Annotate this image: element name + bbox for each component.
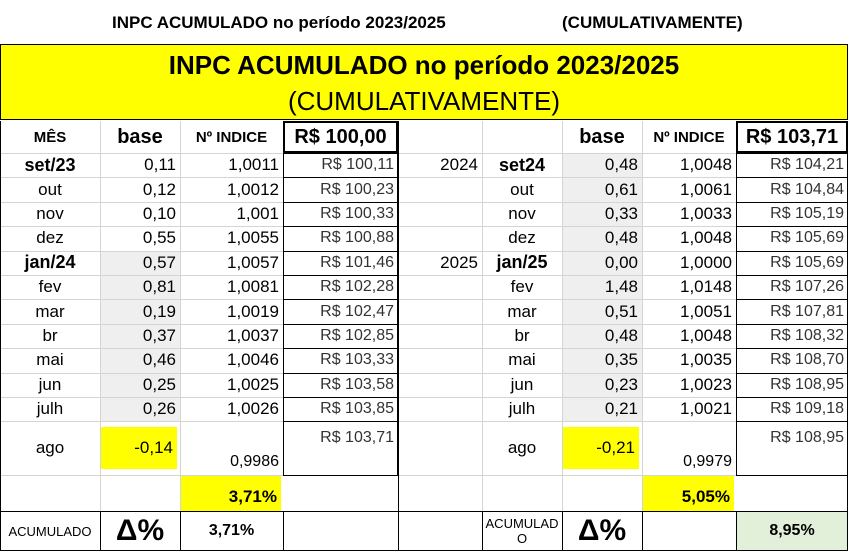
border-valor-row	[736, 397, 848, 398]
right-row-valor: R$ 105,19	[770, 204, 844, 222]
grid-hline	[0, 251, 848, 252]
right-row-base: 0,48	[604, 155, 638, 175]
right-header-mes	[482, 121, 562, 153]
grid-hline	[0, 177, 848, 178]
left-row-indice: 1,0025	[227, 374, 279, 394]
border-valor-row	[283, 475, 398, 476]
right-row-mes: out	[510, 179, 534, 199]
left-row-base: 0,81	[142, 277, 176, 297]
right-row-mes: dez	[508, 228, 536, 248]
left-ago-mes: ago	[35, 438, 65, 458]
left-row-valor: R$ 100,88	[320, 229, 394, 247]
left-acumulado-label: ACUMULADO	[8, 523, 92, 539]
border-valor-row	[736, 177, 848, 178]
grid-hline	[0, 226, 848, 227]
grid-hline	[0, 397, 848, 398]
year-label-2024: 2024	[440, 155, 478, 175]
left-row-valor: R$ 100,23	[320, 180, 394, 198]
right-row-valor: R$ 105,69	[770, 229, 844, 247]
left-row-indice: 1,0046	[227, 350, 279, 370]
right-row-valor: R$ 107,26	[770, 278, 844, 296]
year-label-2025: 2025	[440, 252, 478, 272]
left-row-valor: R$ 100,33	[320, 204, 394, 222]
right-row-base: 0,48	[604, 228, 638, 248]
border-valor-row	[736, 299, 848, 300]
grid-hline	[0, 348, 848, 349]
right-row-base: 1,48	[604, 277, 638, 297]
border-valor-row	[736, 275, 848, 276]
left-row-base: 0,55	[142, 228, 176, 248]
right-ago-indice: 0,9979	[683, 453, 732, 471]
right-acumulado-label	[482, 511, 562, 551]
border-valor-row	[283, 299, 398, 300]
grid-vline	[180, 121, 181, 551]
title-banner	[0, 44, 848, 120]
border-valor-row	[736, 251, 848, 252]
right-row-mes: mar	[507, 301, 537, 321]
left-row-indice: 1,0026	[227, 399, 279, 419]
left-ago-valor: R$ 103,71	[320, 429, 394, 447]
right-row-valor: R$ 104,21	[770, 156, 844, 174]
border-acumulado-vline	[482, 511, 483, 551]
left-ago-base: -0,14	[100, 427, 177, 469]
right-row-valor: R$ 105,69	[770, 253, 844, 271]
left-row-valor: R$ 103,58	[320, 375, 394, 393]
border-bottom	[0, 550, 848, 551]
right-row-valor: R$ 109,18	[770, 400, 844, 418]
border-acumulado-vline	[562, 511, 563, 551]
border-acumulado-vline	[736, 511, 737, 551]
left-ago-indice: 0,9986	[230, 453, 279, 471]
top-title: INPC ACUMULADO no período 2023/2025	[112, 13, 446, 32]
right-row-base: 0,51	[604, 301, 638, 321]
right-row-mes: br	[514, 325, 530, 345]
left-row-valor: R$ 102,28	[320, 278, 394, 296]
left-row-base: 0,19	[142, 301, 176, 321]
right-row-base: 0,48	[604, 325, 638, 345]
right-row-valor: R$ 104,84	[770, 180, 844, 198]
right-row-indice: 1,0048	[680, 228, 732, 248]
border-valor-row	[283, 226, 398, 227]
left-row-indice: 1,0055	[227, 228, 279, 248]
border-valor-row	[283, 397, 398, 398]
left-row-base: 0,57	[142, 252, 176, 272]
grid-hline	[0, 299, 848, 300]
left-delta-label: Δ%	[115, 514, 165, 548]
border-valor-row	[283, 324, 398, 325]
border-valor-row	[736, 324, 848, 325]
banner-title: INPC ACUMULADO no período 2023/2025	[168, 50, 680, 80]
right-ago-mes: ago	[507, 438, 537, 458]
right-row-indice: 1,0148	[680, 277, 732, 297]
grid-hline	[0, 475, 848, 476]
border-middle	[398, 121, 399, 551]
right-row-base: 0,35	[604, 350, 638, 370]
border-valor-row	[736, 475, 848, 476]
right-pct-value: 5,05%	[642, 475, 734, 511]
right-row-indice: 1,0021	[680, 399, 732, 419]
right-delta-label: Δ%	[577, 514, 627, 548]
left-row-valor: R$ 101,46	[320, 253, 394, 271]
left-row-mes: mai	[36, 350, 64, 370]
grid-vline	[562, 121, 563, 551]
right-ago-valor: R$ 108,95	[770, 429, 844, 447]
left-row-base: 0,12	[142, 179, 176, 199]
left-row-mes: nov	[36, 203, 64, 223]
right-row-mes: jan/25	[496, 252, 548, 273]
top-subtitle: (CUMULATIVAMENTE)	[562, 13, 743, 32]
border-acumulado-vline	[180, 511, 181, 551]
right-row-indice: 1,0051	[680, 301, 732, 321]
border-valor-row	[283, 251, 398, 252]
border-valor-row	[283, 177, 398, 178]
left-row-mes: jan/24	[24, 252, 76, 273]
border-valor-row	[283, 373, 398, 374]
right-row-mes: set24	[498, 154, 546, 175]
right-row-indice: 1,0035	[680, 350, 732, 370]
right-row-base: 0,33	[604, 203, 638, 223]
left-row-valor: R$ 103,33	[320, 351, 394, 369]
left-row-indice: 1,0037	[227, 325, 279, 345]
border-left	[0, 121, 1, 551]
left-pct-value: 3,71%	[180, 475, 281, 511]
border-valor-row	[736, 373, 848, 374]
right-row-valor: R$ 108,70	[770, 351, 844, 369]
right-row-base: 0,61	[604, 179, 638, 199]
right-acumulado-label-line2: O	[516, 531, 528, 547]
left-header-base: base	[117, 125, 163, 148]
left-row-base: 0,25	[142, 374, 176, 394]
right-row-indice: 1,0048	[680, 155, 732, 175]
left-row-mes: br	[42, 325, 58, 345]
right-row-indice: 1,0000	[680, 252, 732, 272]
border-valor-row	[283, 348, 398, 349]
left-row-mes: fev	[38, 277, 62, 297]
left-row-indice: 1,0019	[227, 301, 279, 321]
left-row-base: 0,46	[142, 350, 176, 370]
right-row-indice: 1,0061	[680, 179, 732, 199]
grid-hline	[0, 202, 848, 203]
left-header-mes: MÊS	[33, 128, 67, 146]
border-valor-row	[283, 153, 398, 154]
left-row-indice: 1,0081	[227, 277, 279, 297]
border-valor-row	[736, 226, 848, 227]
right-acumulado-value: 8,95%	[736, 511, 848, 551]
border-valor-row	[283, 275, 398, 276]
right-acumulado-label-line1: ACUMULAD	[485, 516, 559, 532]
border-valor-row	[736, 348, 848, 349]
right-ago-base: -0,21	[562, 427, 639, 469]
left-row-base: 0,26	[142, 399, 176, 419]
right-row-mes: jun	[510, 374, 534, 394]
grid-hline	[0, 275, 848, 276]
right-row-base: 0,00	[604, 252, 638, 272]
right-row-valor: R$ 108,95	[770, 375, 844, 393]
left-row-indice: 1,0012	[227, 179, 279, 199]
border-valor-row	[736, 153, 848, 154]
grid-hline	[0, 373, 848, 374]
right-row-mes: julh	[508, 399, 536, 419]
right-header-indice: Nº INDICE	[653, 128, 725, 146]
right-row-indice: 1,0048	[680, 325, 732, 345]
left-acumulado-value: 3,71%	[208, 522, 255, 540]
right-row-valor: R$ 108,32	[770, 326, 844, 344]
right-row-valor: R$ 107,81	[770, 302, 844, 320]
right-row-indice: 1,0033	[680, 203, 732, 223]
grid-hline	[0, 421, 848, 422]
left-row-mes: mar	[35, 301, 65, 321]
left-row-base: 0,37	[142, 325, 176, 345]
left-row-base: 0,11	[144, 155, 176, 175]
left-row-valor: R$ 102,85	[320, 326, 394, 344]
border-acumulado-top	[0, 511, 848, 512]
left-row-base: 0,10	[142, 203, 176, 223]
border-acumulado-vline	[100, 511, 101, 551]
right-header-base: base	[579, 125, 625, 148]
right-header-start: R$ 103,71	[736, 121, 848, 153]
left-row-mes: julh	[36, 399, 64, 419]
left-row-mes: out	[38, 179, 62, 199]
grid-vline	[100, 121, 101, 551]
left-row-indice: 1,0057	[227, 252, 279, 272]
border-valor-row	[283, 421, 398, 422]
border-valor-row	[736, 202, 848, 203]
border-acumulado-vline	[283, 511, 284, 551]
left-header-start: R$ 100,00	[283, 121, 398, 153]
right-row-base: 0,23	[604, 374, 638, 394]
left-header-indice: Nº INDICE	[195, 128, 268, 146]
right-row-mes: fev	[510, 277, 534, 297]
right-row-mes: nov	[508, 203, 536, 223]
left-row-valor: R$ 103,85	[320, 400, 394, 418]
banner-subtitle: (CUMULATIVAMENTE)	[287, 86, 561, 116]
left-row-valor: R$ 100,11	[321, 156, 394, 174]
grid-hline	[0, 153, 848, 154]
left-row-valor: R$ 102,47	[320, 302, 394, 320]
left-row-mes: dez	[36, 228, 64, 248]
right-row-indice: 1,0023	[680, 374, 732, 394]
grid-hline	[0, 324, 848, 325]
border-valor-row	[736, 421, 848, 422]
left-row-indice: 1,0011	[228, 155, 279, 175]
border-acumulado-vline	[642, 511, 643, 551]
grid-vline	[482, 121, 483, 551]
right-row-mes: mai	[508, 350, 536, 370]
left-row-mes: jun	[38, 374, 62, 394]
right-row-base: 0,21	[604, 399, 638, 419]
border-valor-row	[283, 202, 398, 203]
left-row-indice: 1,001	[236, 203, 279, 223]
left-row-mes: set/23	[24, 154, 76, 175]
grid-vline	[642, 121, 643, 551]
